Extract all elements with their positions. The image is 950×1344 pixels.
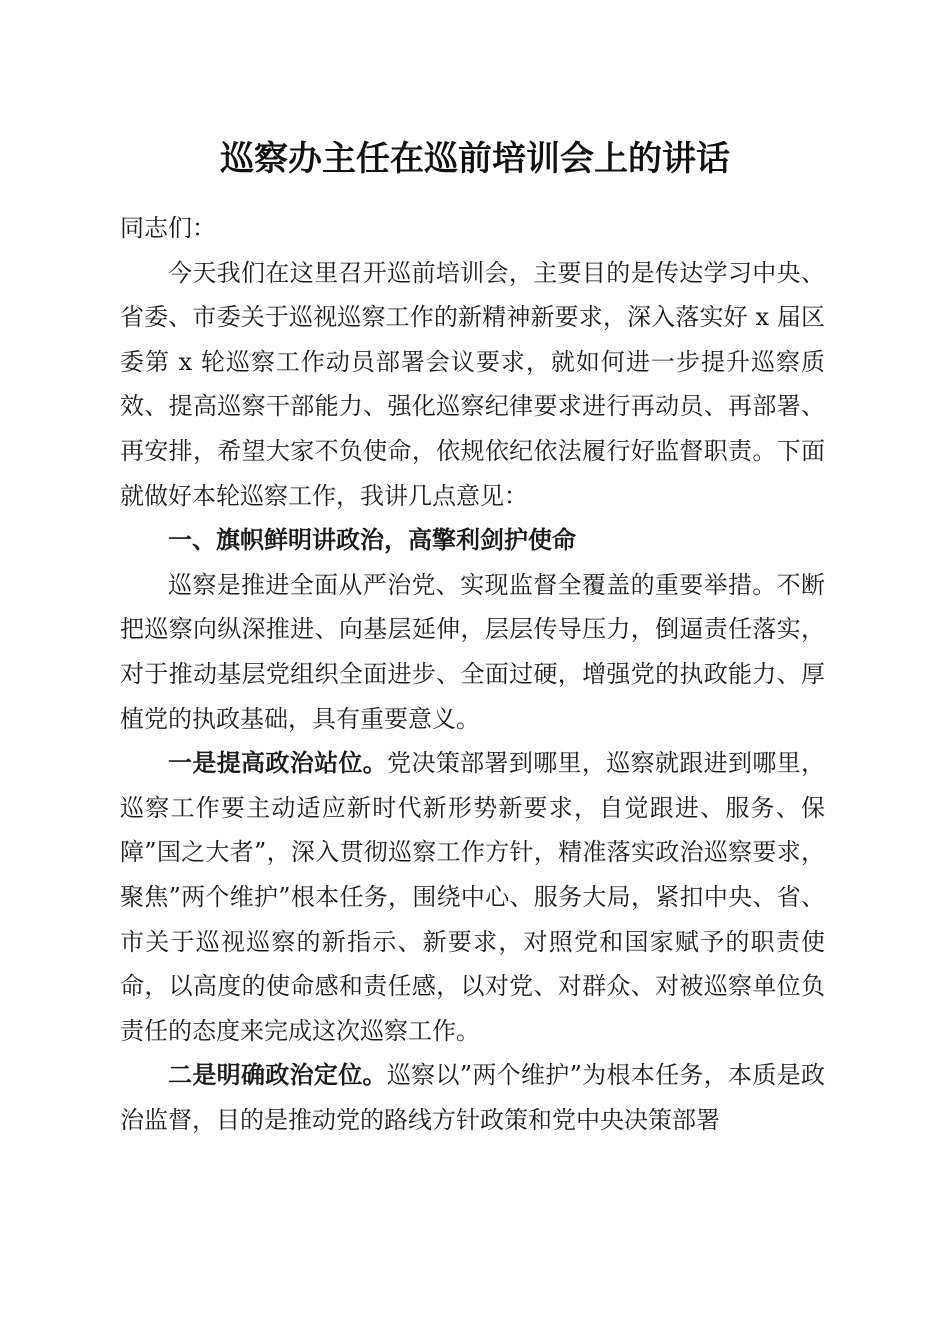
- point-1-text: 党决策部署到哪里，巡察就跟进到哪里，巡察工作要主动适应新时代新形势新要求，自觉跟进、服务、保障”国之大者”，深入贯彻巡察工作方针，精准落实政治巡察要求，聚焦”两个维护”根本任务，围绕中心、服务大局，紧扣中央、省、市关于巡视巡察的新指示、新要求，对照党和国家赋予的职责使命，以高度的使命感和责任感，以对党、对群众、对被巡察单位负责任的态度来完成这次巡察工作。: [120, 749, 826, 1045]
- section-heading-1: 一、旗帜鲜明讲政治，高擎利剑护使命: [168, 526, 576, 555]
- salutation: 同志们：: [120, 214, 216, 242]
- paragraph-section1-intro: 巡察是推进全面从严治党、实现监督全覆盖的重要举措。不断把巡察向纵深推进、向基层延伸，层层传导压力，倒逼责任落实，对于推动基层党组织全面进步、全面过硬，增强党的执政能力、厚植党的执政基础，具有重要意义。: [120, 570, 825, 733]
- document-body: [120, 206, 825, 1142]
- document-title: 巡察办主任在巡前培训会上的讲话: [220, 139, 730, 179]
- point-2-lead: 二是明确政治定位。: [168, 1060, 387, 1090]
- paragraph-intro: 今天我们在这里召开巡前培训会，主要目的是传达学习中央、省委、市委关于巡视巡察工作的新精神新要求，深入落实好 x 届区委第 x 轮巡察工作动员部署会议要求，就如何进一步提升巡察质效、提高巡察干部能力、强化巡察纪律要求进行再动员、再部署、再安排，希望大家不负使命，依规依纪依法履行好监督职责。下面就做好本轮巡察工作，我讲几点意见：: [120, 258, 825, 510]
- point-1-lead: 一是提高政治站位。: [168, 748, 388, 778]
- paragraph-point-1: [120, 741, 825, 1053]
- point-2-text: 巡察以”两个维护”为根本任务，本质是政治监督，目的是推动党的路线方针政策和党中央决策部署: [120, 1061, 826, 1134]
- paragraph-point-2: [120, 1053, 825, 1142]
